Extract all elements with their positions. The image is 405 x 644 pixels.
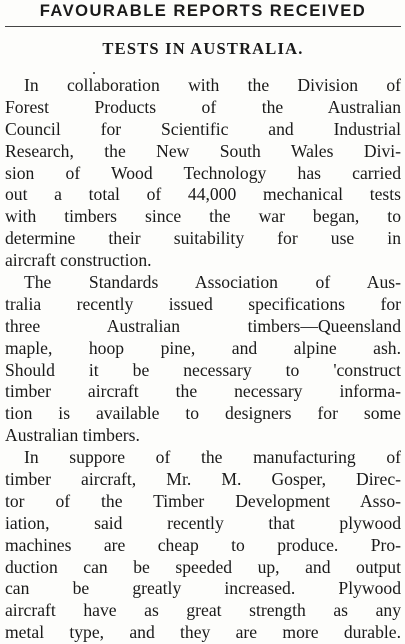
text-line: In suppore of the manufacturing of bbox=[24, 447, 401, 468]
text-line: The Standards Association of Aus- bbox=[24, 272, 401, 293]
headline-rule bbox=[5, 26, 401, 27]
text-line: Forest Products of the Australian bbox=[5, 96, 401, 117]
paragraph-1 bbox=[5, 75, 401, 272]
text-line: sion of Wood Technology has carried bbox=[5, 162, 401, 183]
text-line: three Australian timbers—Queensland bbox=[5, 315, 401, 336]
paragraph-2 bbox=[5, 272, 401, 447]
text-line: aircraft have as great strength as any bbox=[5, 600, 401, 621]
text-line: iation, said recently that plywood bbox=[5, 512, 401, 533]
text-line: Should it be necessary to 'construct bbox=[5, 359, 401, 380]
text-line: Council for Scientific and Industrial bbox=[5, 118, 401, 139]
text-line: tralia recently issued specifications for bbox=[5, 293, 401, 314]
paragraph-3 bbox=[5, 447, 401, 644]
text-line: can be greatly increased. Plywood bbox=[5, 578, 401, 599]
subheadline: TESTS IN AUSTRALIA. bbox=[102, 39, 304, 58]
text-line: maple, hoop pine, and alpine ash. bbox=[5, 337, 401, 358]
text-line: In collaboration with the Division of bbox=[24, 75, 401, 95]
text-line: with timbers since the war began, to bbox=[5, 206, 401, 227]
print-speck bbox=[93, 72, 95, 74]
text-line: timber aircraft the necessary informa- bbox=[5, 381, 401, 402]
text-line: metal type, and they are more durable. bbox=[5, 622, 401, 643]
text-line: Research, the New South Wales Divi- bbox=[5, 140, 401, 161]
text-line: aircraft construction. bbox=[5, 250, 152, 271]
text-line: timber aircraft, Mr. M. Gosper, Direc- bbox=[5, 469, 401, 490]
text-line: out a total of 44,000 mechanical tests bbox=[5, 184, 401, 205]
headline: FAVOURABLE REPORTS RECEIVED bbox=[39, 1, 367, 20]
text-line: determine their suitability for use in bbox=[5, 228, 401, 249]
text-line: duction can be speeded up, and output bbox=[5, 556, 401, 577]
article-body bbox=[5, 75, 401, 644]
text-line: Australian timbers. bbox=[5, 425, 140, 446]
text-line: tion is available to designers for some bbox=[5, 403, 401, 424]
text-line: tor of the Timber Development Asso- bbox=[5, 490, 401, 511]
text-line: machines are cheap to produce. Pro- bbox=[5, 534, 401, 555]
